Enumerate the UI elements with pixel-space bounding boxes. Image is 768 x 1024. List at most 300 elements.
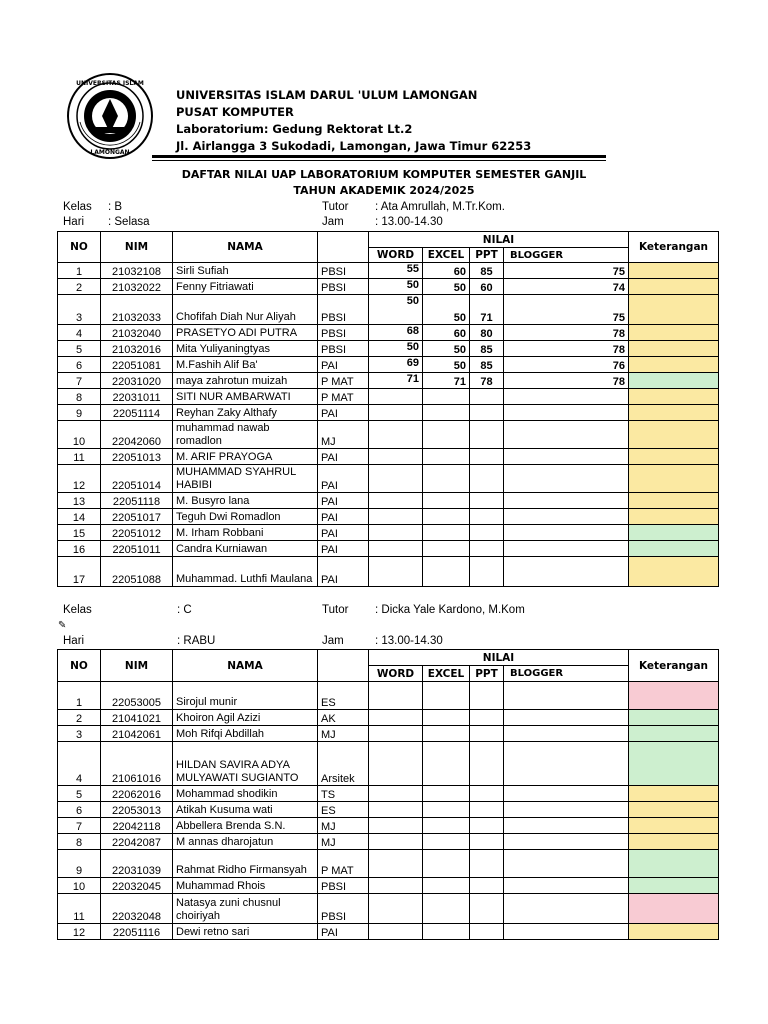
col-nama: NAMA bbox=[173, 232, 318, 263]
cell-keterangan bbox=[629, 405, 719, 421]
cell-keterangan bbox=[629, 279, 719, 295]
cell-nama: Chofifah Diah Nur Aliyah bbox=[173, 295, 318, 325]
cell-no: 5 bbox=[58, 341, 101, 357]
cell-keterangan bbox=[629, 449, 719, 465]
cell-nama: Sirli Sufiah bbox=[173, 263, 318, 279]
col-nilai: NILAI bbox=[369, 232, 629, 248]
cell-keterangan bbox=[629, 341, 719, 357]
cell-ppt bbox=[470, 421, 504, 449]
cell-keterangan bbox=[629, 710, 719, 726]
kelas-label: Kelas bbox=[63, 201, 92, 213]
cell-keterangan bbox=[629, 465, 719, 493]
cell-ppt: 60 bbox=[470, 279, 504, 295]
cell-excel: 60 bbox=[423, 325, 470, 341]
hari-label: Hari bbox=[63, 216, 85, 228]
cell-ppt: 85 bbox=[470, 263, 504, 279]
cell-nim: 22053005 bbox=[101, 682, 173, 710]
cell-keterangan bbox=[629, 325, 719, 341]
cell-no: 14 bbox=[58, 509, 101, 525]
cell-ppt bbox=[470, 726, 504, 742]
cell-nama: MUHAMMAD SYAHRUL HABIBI bbox=[173, 465, 318, 493]
table-row bbox=[58, 279, 719, 295]
cell-no: 8 bbox=[58, 389, 101, 405]
cell-no: 7 bbox=[58, 818, 101, 834]
cell-excel bbox=[423, 818, 470, 834]
cell-excel bbox=[423, 389, 470, 405]
cell-nim: 22051088 bbox=[101, 557, 173, 587]
cell-nama: Muhammad. Luthfi Maulana bbox=[173, 557, 318, 587]
cell-ppt bbox=[470, 924, 504, 940]
cell-blogger bbox=[504, 850, 629, 878]
cell-nim: 22051011 bbox=[101, 541, 173, 557]
cell-word bbox=[369, 557, 423, 587]
cell-prodi: ES bbox=[318, 802, 369, 818]
cell-word bbox=[369, 493, 423, 509]
cell-nim: 22051013 bbox=[101, 449, 173, 465]
cell-prodi: PAI bbox=[318, 924, 369, 940]
cell-excel: 71 bbox=[423, 373, 470, 389]
cell-no: 2 bbox=[58, 710, 101, 726]
jam-value: : 13.00-14.30 bbox=[375, 635, 443, 647]
table-row bbox=[58, 263, 719, 279]
cell-nim: 21061016 bbox=[101, 742, 173, 786]
cell-no: 6 bbox=[58, 357, 101, 373]
cell-blogger bbox=[504, 786, 629, 802]
col-ppt: PPT bbox=[470, 666, 504, 682]
cell-word bbox=[369, 509, 423, 525]
cell-blogger bbox=[504, 509, 629, 525]
cell-keterangan bbox=[629, 389, 719, 405]
col-excel: EXCEL bbox=[423, 248, 470, 263]
cell-prodi: PBSI bbox=[318, 894, 369, 924]
cell-prodi: PAI bbox=[318, 525, 369, 541]
cell-no: 5 bbox=[58, 786, 101, 802]
cell-nim: 22031020 bbox=[101, 373, 173, 389]
cell-nama: Fenny Fitriawati bbox=[173, 279, 318, 295]
cell-keterangan bbox=[629, 421, 719, 449]
cell-nama: M. ARIF PRAYOGA bbox=[173, 449, 318, 465]
cell-blogger bbox=[504, 924, 629, 940]
cell-excel bbox=[423, 710, 470, 726]
table-row bbox=[58, 834, 719, 850]
cell-excel: 50 bbox=[423, 357, 470, 373]
cell-nama: SITI NUR AMBARWATI bbox=[173, 389, 318, 405]
svg-text:UNIVERSITAS ISLAM: UNIVERSITAS ISLAM bbox=[76, 80, 144, 87]
col-keterangan: Keterangan bbox=[629, 650, 719, 682]
cell-keterangan bbox=[629, 357, 719, 373]
cell-no: 2 bbox=[58, 279, 101, 295]
cell-nama: Teguh Dwi Romadlon bbox=[173, 509, 318, 525]
cell-keterangan bbox=[629, 493, 719, 509]
cell-nama: Reyhan Zaky Althafy bbox=[173, 405, 318, 421]
col-word: WORD bbox=[369, 666, 423, 682]
cell-excel bbox=[423, 878, 470, 894]
cell-blogger bbox=[504, 465, 629, 493]
cell-word bbox=[369, 924, 423, 940]
cell-word bbox=[369, 541, 423, 557]
cell-blogger bbox=[504, 525, 629, 541]
cell-blogger bbox=[504, 389, 629, 405]
cell-word: 50 bbox=[369, 341, 423, 357]
cell-nim: 21032108 bbox=[101, 263, 173, 279]
cell-prodi: MJ bbox=[318, 834, 369, 850]
cell-nim: 22051017 bbox=[101, 509, 173, 525]
cell-no: 7 bbox=[58, 373, 101, 389]
cell-blogger bbox=[504, 421, 629, 449]
cell-blogger bbox=[504, 878, 629, 894]
cell-keterangan bbox=[629, 509, 719, 525]
cell-ppt: 71 bbox=[470, 295, 504, 325]
cell-blogger: 75 bbox=[504, 263, 629, 279]
cell-prodi: PAI bbox=[318, 493, 369, 509]
col-prodi bbox=[318, 650, 369, 682]
cell-blogger bbox=[504, 541, 629, 557]
cell-excel bbox=[423, 682, 470, 710]
cell-word bbox=[369, 525, 423, 541]
cell-excel: 50 bbox=[423, 341, 470, 357]
cell-ppt bbox=[470, 493, 504, 509]
cell-no: 10 bbox=[58, 878, 101, 894]
table-row bbox=[58, 894, 719, 924]
cell-no: 12 bbox=[58, 465, 101, 493]
cell-prodi: P MAT bbox=[318, 373, 369, 389]
cell-keterangan bbox=[629, 742, 719, 786]
cell-ppt: 85 bbox=[470, 341, 504, 357]
col-nilai: NILAI bbox=[369, 650, 629, 666]
cell-ppt bbox=[470, 742, 504, 786]
cell-nim: 22051116 bbox=[101, 924, 173, 940]
cell-nim: 22053013 bbox=[101, 802, 173, 818]
grade-table bbox=[57, 649, 719, 940]
cell-word bbox=[369, 682, 423, 710]
cell-blogger: 78 bbox=[504, 373, 629, 389]
cell-no: 11 bbox=[58, 449, 101, 465]
cell-prodi: PBSI bbox=[318, 295, 369, 325]
cell-no: 3 bbox=[58, 726, 101, 742]
table-row bbox=[58, 541, 719, 557]
cell-blogger bbox=[504, 493, 629, 509]
cell-prodi: P MAT bbox=[318, 850, 369, 878]
table-row bbox=[58, 341, 719, 357]
cell-blogger bbox=[504, 710, 629, 726]
table-row bbox=[58, 525, 719, 541]
cell-ppt bbox=[470, 802, 504, 818]
cell-ppt bbox=[470, 818, 504, 834]
cell-nim: 22051114 bbox=[101, 405, 173, 421]
cell-keterangan bbox=[629, 263, 719, 279]
table-row bbox=[58, 325, 719, 341]
kelas-value: : C bbox=[177, 604, 192, 616]
cell-excel bbox=[423, 834, 470, 850]
cell-nama: M. Irham Robbani bbox=[173, 525, 318, 541]
cell-prodi: PBSI bbox=[318, 325, 369, 341]
cell-excel bbox=[423, 449, 470, 465]
cell-nim: 21042061 bbox=[101, 726, 173, 742]
cell-word: 50 bbox=[369, 279, 423, 295]
svg-text:LAMONGAN: LAMONGAN bbox=[90, 149, 130, 156]
cell-word bbox=[369, 449, 423, 465]
cell-excel bbox=[423, 786, 470, 802]
col-nama: NAMA bbox=[173, 650, 318, 682]
cell-ppt bbox=[470, 894, 504, 924]
table-row bbox=[58, 389, 719, 405]
cell-prodi: ES bbox=[318, 682, 369, 710]
cell-prodi: MJ bbox=[318, 726, 369, 742]
col-keterangan: Keterangan bbox=[629, 232, 719, 263]
table-row bbox=[58, 818, 719, 834]
cell-nim: 21032016 bbox=[101, 341, 173, 357]
cell-blogger bbox=[504, 449, 629, 465]
cell-keterangan bbox=[629, 924, 719, 940]
cell-ppt bbox=[470, 389, 504, 405]
grade-table bbox=[57, 231, 719, 587]
cell-nama: Mohammad shodikin bbox=[173, 786, 318, 802]
cell-word bbox=[369, 802, 423, 818]
cell-word: 71 bbox=[369, 373, 423, 389]
table-row bbox=[58, 802, 719, 818]
header-rule-thin bbox=[152, 160, 606, 161]
cell-keterangan bbox=[629, 802, 719, 818]
cell-excel bbox=[423, 726, 470, 742]
cell-no: 16 bbox=[58, 541, 101, 557]
cell-word bbox=[369, 405, 423, 421]
col-blogger: BLOGGER bbox=[504, 666, 629, 682]
cell-prodi: PAI bbox=[318, 357, 369, 373]
cell-nim: 22031039 bbox=[101, 850, 173, 878]
table-row bbox=[58, 924, 719, 940]
tutor-value: : Dicka Yale Kardono, M.Kom bbox=[375, 604, 525, 616]
cell-excel bbox=[423, 894, 470, 924]
cell-no: 9 bbox=[58, 405, 101, 421]
university-logo bbox=[66, 72, 154, 160]
cell-blogger: 78 bbox=[504, 341, 629, 357]
cell-nama: Rahmat Ridho Firmansyah bbox=[173, 850, 318, 878]
table-row bbox=[58, 373, 719, 389]
table-row bbox=[58, 850, 719, 878]
cell-no: 10 bbox=[58, 421, 101, 449]
pencil-icon: ✎ bbox=[58, 620, 67, 631]
table-row bbox=[58, 786, 719, 802]
cell-blogger bbox=[504, 802, 629, 818]
cell-excel: 50 bbox=[423, 279, 470, 295]
cell-nama: M. Busyro lana bbox=[173, 493, 318, 509]
cell-word bbox=[369, 710, 423, 726]
cell-excel bbox=[423, 421, 470, 449]
cell-nama: Natasya zuni chusnul choiriyah bbox=[173, 894, 318, 924]
cell-excel bbox=[423, 850, 470, 878]
cell-keterangan bbox=[629, 525, 719, 541]
table-row bbox=[58, 357, 719, 373]
cell-blogger: 74 bbox=[504, 279, 629, 295]
unit-name: PUSAT KOMPUTER bbox=[176, 105, 294, 119]
cell-nim: 22051118 bbox=[101, 493, 173, 509]
table-row bbox=[58, 405, 719, 421]
cell-ppt bbox=[470, 449, 504, 465]
header-rule bbox=[152, 155, 606, 158]
cell-nim: 21032022 bbox=[101, 279, 173, 295]
cell-ppt bbox=[470, 834, 504, 850]
cell-no: 9 bbox=[58, 850, 101, 878]
cell-keterangan bbox=[629, 878, 719, 894]
cell-excel bbox=[423, 924, 470, 940]
cell-ppt bbox=[470, 878, 504, 894]
cell-word: 55 bbox=[369, 263, 423, 279]
cell-prodi: PAI bbox=[318, 541, 369, 557]
cell-nim: 22032045 bbox=[101, 878, 173, 894]
cell-ppt: 85 bbox=[470, 357, 504, 373]
col-excel: EXCEL bbox=[423, 666, 470, 682]
cell-word bbox=[369, 850, 423, 878]
doc-title: DAFTAR NILAI UAP LABORATORIUM KOMPUTER SEMESTER GANJIL bbox=[181, 168, 587, 181]
table-row bbox=[58, 295, 719, 325]
address: Jl. Airlangga 3 Sukodadi, Lamongan, Jawa Timur 62253 bbox=[176, 139, 532, 153]
cell-nama: PRASETYO ADI PUTRA bbox=[173, 325, 318, 341]
cell-nim: 22062016 bbox=[101, 786, 173, 802]
cell-no: 13 bbox=[58, 493, 101, 509]
cell-word: 68 bbox=[369, 325, 423, 341]
cell-nim: 22032048 bbox=[101, 894, 173, 924]
col-no: NO bbox=[58, 232, 101, 263]
cell-nama: HILDAN SAVIRA ADYA MULYAWATI SUGIANTO bbox=[173, 742, 318, 786]
cell-keterangan bbox=[629, 834, 719, 850]
cell-prodi: PAI bbox=[318, 465, 369, 493]
cell-nama: Candra Kurniawan bbox=[173, 541, 318, 557]
cell-nim: 22051012 bbox=[101, 525, 173, 541]
cell-prodi: PBSI bbox=[318, 279, 369, 295]
cell-blogger: 76 bbox=[504, 357, 629, 373]
cell-word: 50 bbox=[369, 295, 423, 325]
lab-location: Laboratorium: Gedung Rektorat Lt.2 bbox=[176, 122, 413, 136]
cell-keterangan bbox=[629, 541, 719, 557]
cell-keterangan bbox=[629, 295, 719, 325]
cell-blogger bbox=[504, 742, 629, 786]
cell-no: 1 bbox=[58, 682, 101, 710]
cell-ppt bbox=[470, 465, 504, 493]
col-prodi bbox=[318, 232, 369, 263]
cell-keterangan bbox=[629, 682, 719, 710]
col-word: WORD bbox=[369, 248, 423, 263]
tutor-value: : Ata Amrullah, M.Tr.Kom. bbox=[375, 201, 505, 213]
cell-excel: 50 bbox=[423, 295, 470, 325]
cell-word bbox=[369, 421, 423, 449]
cell-nama: M annas dharojatun bbox=[173, 834, 318, 850]
cell-ppt bbox=[470, 710, 504, 726]
table-row bbox=[58, 509, 719, 525]
col-nim: NIM bbox=[101, 650, 173, 682]
jam-value: : 13.00-14.30 bbox=[375, 216, 443, 228]
cell-blogger bbox=[504, 818, 629, 834]
cell-ppt: 80 bbox=[470, 325, 504, 341]
col-blogger: BLOGGER bbox=[504, 248, 629, 263]
hari-value: : RABU bbox=[177, 635, 216, 647]
table-row bbox=[58, 726, 719, 742]
cell-excel bbox=[423, 493, 470, 509]
tutor-label: Tutor bbox=[322, 201, 349, 213]
cell-keterangan bbox=[629, 557, 719, 587]
cell-prodi: PAI bbox=[318, 405, 369, 421]
cell-excel bbox=[423, 802, 470, 818]
cell-prodi: MJ bbox=[318, 421, 369, 449]
doc-subtitle: TAHUN AKADEMIK 2024/2025 bbox=[293, 184, 475, 197]
cell-no: 15 bbox=[58, 525, 101, 541]
cell-nim: 22051081 bbox=[101, 357, 173, 373]
cell-prodi: PBSI bbox=[318, 341, 369, 357]
cell-nim: 22042060 bbox=[101, 421, 173, 449]
cell-keterangan bbox=[629, 818, 719, 834]
table-row bbox=[58, 493, 719, 509]
cell-nim: 21041021 bbox=[101, 710, 173, 726]
cell-excel bbox=[423, 465, 470, 493]
jam-label: Jam bbox=[322, 635, 344, 647]
cell-blogger bbox=[504, 682, 629, 710]
cell-keterangan bbox=[629, 726, 719, 742]
cell-word bbox=[369, 878, 423, 894]
cell-word bbox=[369, 834, 423, 850]
cell-prodi: Arsitek bbox=[318, 742, 369, 786]
cell-word bbox=[369, 389, 423, 405]
cell-nama: muhammad nawab romadlon bbox=[173, 421, 318, 449]
cell-prodi: AK bbox=[318, 710, 369, 726]
cell-keterangan bbox=[629, 373, 719, 389]
hari-value: : Selasa bbox=[108, 216, 150, 228]
cell-no: 6 bbox=[58, 802, 101, 818]
cell-keterangan bbox=[629, 850, 719, 878]
cell-nama: Sirojul munir bbox=[173, 682, 318, 710]
kelas-value: : B bbox=[108, 201, 123, 213]
cell-ppt bbox=[470, 682, 504, 710]
cell-nama: Khoiron Agil Azizi bbox=[173, 710, 318, 726]
cell-no: 17 bbox=[58, 557, 101, 587]
cell-keterangan bbox=[629, 894, 719, 924]
cell-prodi: PBSI bbox=[318, 878, 369, 894]
cell-blogger bbox=[504, 894, 629, 924]
cell-excel bbox=[423, 541, 470, 557]
cell-prodi: PAI bbox=[318, 557, 369, 587]
cell-nama: Moh Rifqi Abdillah bbox=[173, 726, 318, 742]
cell-nama: maya zahrotun muizah bbox=[173, 373, 318, 389]
col-nim: NIM bbox=[101, 232, 173, 263]
cell-excel bbox=[423, 742, 470, 786]
cell-no: 4 bbox=[58, 742, 101, 786]
table-row bbox=[58, 710, 719, 726]
cell-excel bbox=[423, 557, 470, 587]
cell-nim: 21032033 bbox=[101, 295, 173, 325]
cell-excel bbox=[423, 405, 470, 421]
cell-nama: Abbellera Brenda S.N. bbox=[173, 818, 318, 834]
cell-nim: 22042087 bbox=[101, 834, 173, 850]
cell-nim: 22051014 bbox=[101, 465, 173, 493]
cell-blogger bbox=[504, 405, 629, 421]
cell-word bbox=[369, 465, 423, 493]
cell-no: 8 bbox=[58, 834, 101, 850]
cell-nama: Atikah Kusuma wati bbox=[173, 802, 318, 818]
cell-prodi: PAI bbox=[318, 509, 369, 525]
cell-ppt: 78 bbox=[470, 373, 504, 389]
table-row bbox=[58, 449, 719, 465]
cell-no: 3 bbox=[58, 295, 101, 325]
cell-ppt bbox=[470, 509, 504, 525]
jam-label: Jam bbox=[322, 216, 344, 228]
cell-nama: M.Fashih Alif Ba' bbox=[173, 357, 318, 373]
col-ppt: PPT bbox=[470, 248, 504, 263]
cell-blogger bbox=[504, 557, 629, 587]
cell-ppt bbox=[470, 557, 504, 587]
table-row bbox=[58, 465, 719, 493]
cell-word bbox=[369, 726, 423, 742]
cell-no: 11 bbox=[58, 894, 101, 924]
cell-word bbox=[369, 818, 423, 834]
table-row bbox=[58, 878, 719, 894]
